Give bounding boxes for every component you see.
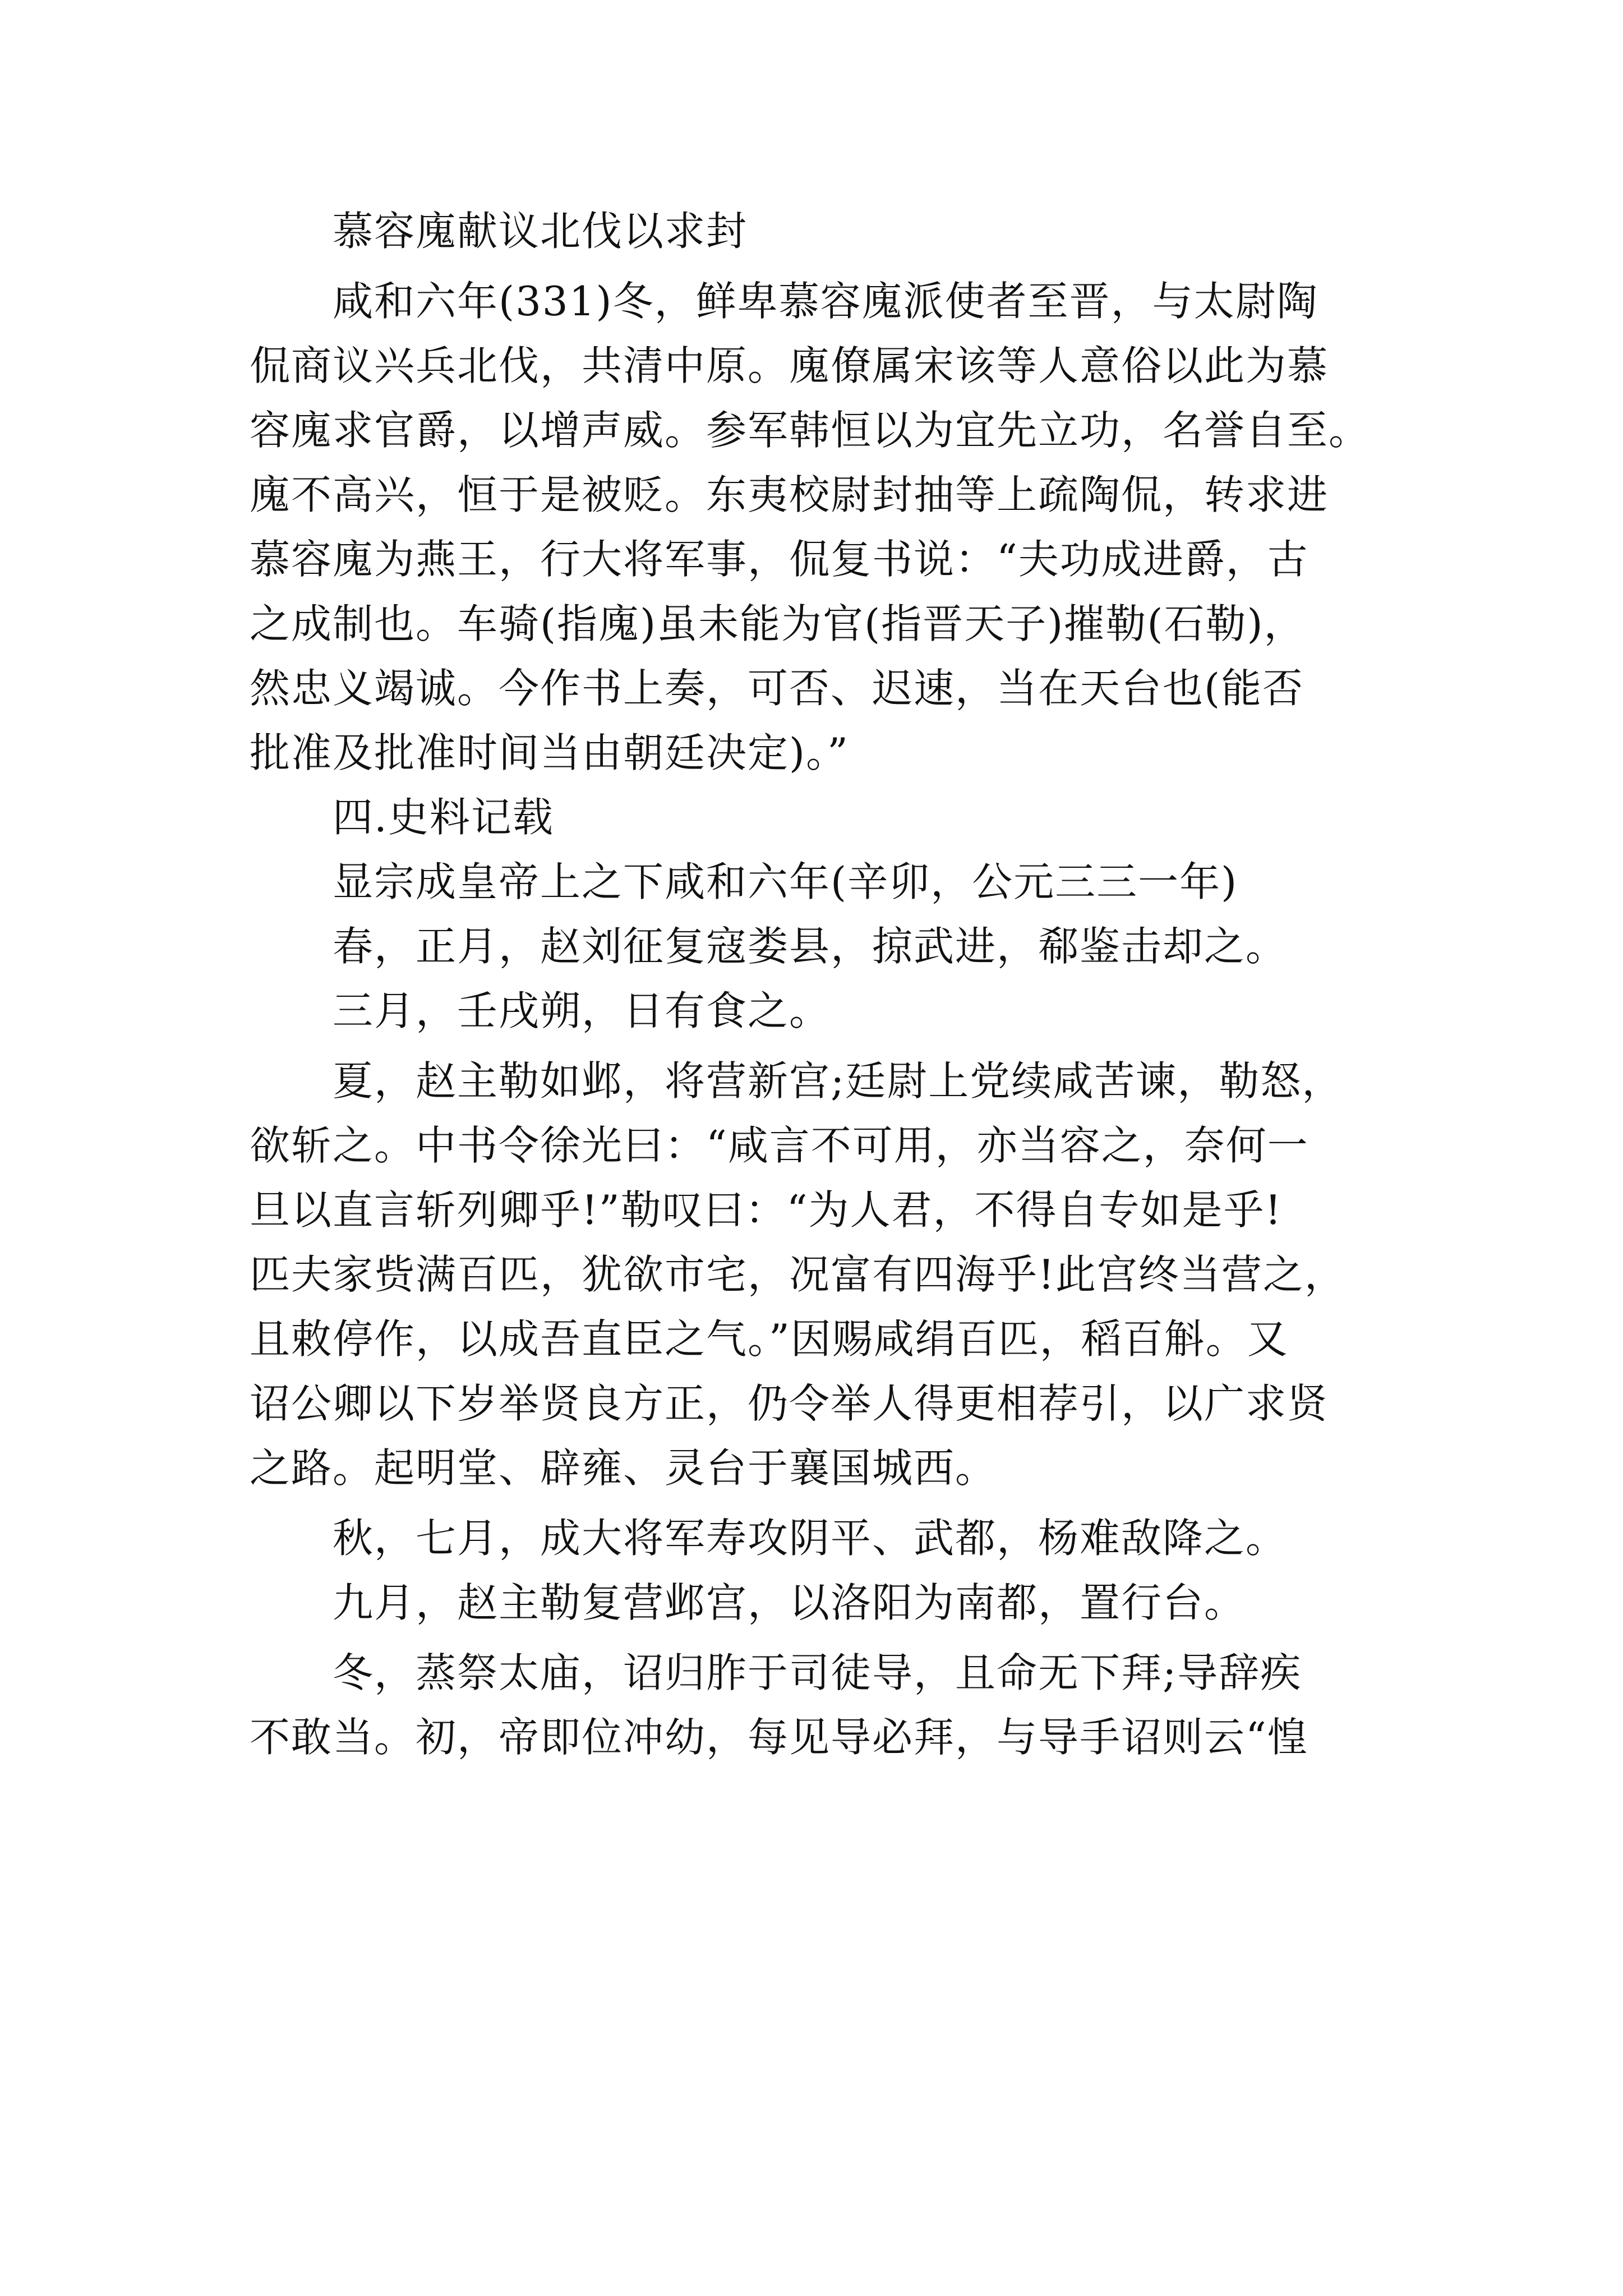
paragraph-line: 且敕停作，以成吾直臣之气。”因赐咸绢百匹，稻百斛。又 — [250, 1315, 1289, 1363]
section-heading: 慕容廆献议北伐以求封 — [333, 208, 748, 255]
paragraph-line: 然忠义竭诚。今作书上奏，可否、迟速，当在天台也(能否 — [250, 665, 1304, 712]
paragraph-line: 之路。起明堂、辟雍、灵台于襄国城西。 — [250, 1444, 997, 1492]
paragraph-line: 秋，七月，成大将军寿攻阴平、武都，杨难敌降之。 — [333, 1515, 1288, 1562]
paragraph-line: 旦以直言斩列卿乎!”勒叹曰：“为人君，不得自专如是乎! — [250, 1186, 1283, 1234]
paragraph-line: 九月，赵主勒复营邺宫，以洛阳为南都，置行台。 — [333, 1579, 1246, 1626]
paragraph-line: 三月，壬戌朔，日有食之。 — [333, 987, 831, 1034]
paragraph-line: 咸和六年(331)冬，鲜卑慕容廆派使者至晋，与太尉陶 — [333, 278, 1318, 325]
paragraph-line: 侃商议兴兵北伐，共清中原。廆僚属宋该等人意俗以此为慕 — [250, 342, 1329, 389]
paragraph-line: 廆不高兴，恒于是被贬。东夷校尉封抽等上疏陶侃，转求进 — [250, 471, 1329, 518]
paragraph-line: 批准及批准时间当由朝廷决定)。” — [250, 729, 849, 776]
paragraph-line: 显宗成皇帝上之下咸和六年(辛卯，公元三三一年) — [333, 858, 1238, 905]
paragraph-line: 不敢当。初，帝即位冲幼，每见导必拜，与导手诏则云“惶 — [250, 1714, 1309, 1761]
paragraph-line: 诏公卿以下岁举贤良方正，仍令举人得更相荐引，以广求贤 — [250, 1380, 1329, 1427]
paragraph-line: 冬，蒸祭太庙，诏归胙于司徒导，且命无下拜;导辞疾 — [333, 1649, 1302, 1696]
paragraph-line: 春，正月，赵刘征复寇娄县，掠武进，郗鉴击却之。 — [333, 923, 1288, 970]
paragraph-line: 匹夫家赀满百匹，犹欲市宅，况富有四海乎!此宫终当营之， — [250, 1251, 1346, 1298]
paragraph-line: 容廆求官爵，以增声威。参军韩恒以为宜先立功，名誉自至。 — [250, 407, 1371, 454]
paragraph-line: 欲斩之。中书令徐光曰：“咸言不可用，亦当容之，奈何一 — [250, 1122, 1309, 1169]
section-heading: 四.史料记载 — [333, 794, 554, 841]
paragraph-line: 夏，赵主勒如邺，将营新宫;廷尉上党续咸苦谏，勒怒， — [333, 1057, 1344, 1105]
document-page — [250, 199, 1382, 1770]
paragraph-line: 之成制也。车骑(指廆)虽未能为官(指晋天子)摧勒(石勒)， — [250, 600, 1306, 647]
paragraph-line: 慕容廆为燕王，行大将军事，侃复书说：“夫功成进爵，古 — [250, 536, 1309, 583]
